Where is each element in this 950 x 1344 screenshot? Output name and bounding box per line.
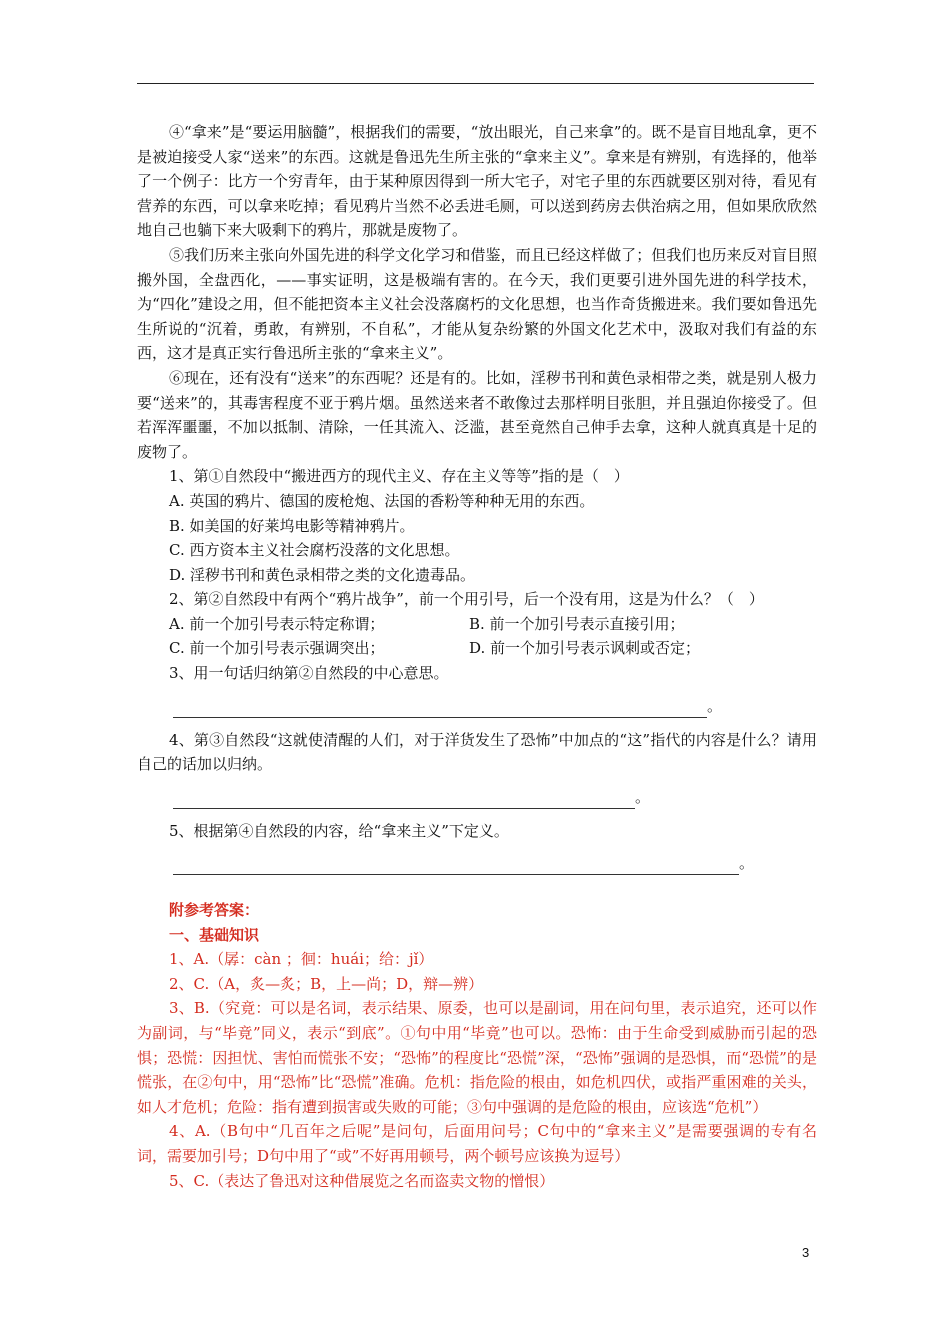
page-number: 3 [802,1245,810,1260]
answer-line [173,701,707,718]
header-rule [137,83,814,84]
question-2-option-b: B. 前一个加引号表示直接引用； [469,614,685,633]
answer-item-3: 3、B.（究竟：可以是名词，表示结果、原委，也可以是副词，用在问句里，表示追究，还可以作为副词，与“毕竟”同义，表示“到底”。①句中用“毕竟”也可以。恐怖：由于生命受到威胁而引起的恐惧；恐慌：因担忧、害怕而慌张不安；“恐怖”的程度比“恐慌”深，“恐怖”强调的是恐惧，而“恐慌”的是慌张，在②句中，用“恐怖”比“恐慌”准确。危机：指危险的根由，如危机四伏，或指严重困难的关头，如人才危机；危险：指有遭到损害或失败的可能；③句中强调的是危险的根由，应该选“危机”） [137,999,817,1116]
question-4-stem: 4、第③自然段“这就使清醒的人们，对于洋货发生了恐怖”中加点的“这”指代的内容是什么？请用自己的话加以归纳。 [137,730,817,774]
question-5-stem: 5、根据第④自然段的内容，给“拿来主义”下定义。 [169,821,509,840]
question-1-option-b: B. 如美国的好莱坞电影等精神鸦片。 [169,516,415,535]
question-1-option-d: D. 淫秽书刊和黄色录相带之类的文化遗毒品。 [169,565,476,584]
question-3-answer-blank[interactable] [173,694,817,718]
answer-item-4: 4、A.（B句中“几百年之后呢”是问句，后面用问号；C句中的“拿来主义”是需要强调的专有名词，需要加引号；D句中用了“或”不好再用顿号，两个顿号应该换为逗号） [137,1122,817,1165]
paragraph-5: ⑤我们历来主张向外国先进的科学文化学习和借鉴，而且已经这样做了；但我们也历来反对盲目照搬外国，全盘西化，——事实证明，这是极端有害的。在今天，我们更要引进外国先进的科学技术，为“四化”建设之用，但不能把资本主义社会没落腐朽的文化思想，也当作奇货搬进来。我们要如鲁迅先生所说的“沉着，勇敢，有辨别，不自私”，才能从复杂纷繁的外国文化艺术中，汲取对我们有益的东西，这才是真正实行鲁迅所主张的“拿来主义”。 [137,245,817,363]
answer-line-end: 。 [739,854,755,873]
question-5-answer-blank[interactable] [173,851,817,875]
question-2-stem: 2、第②自然段中有两个“鸦片战争”，前一个用引号，后一个没有用，这是为什么？（ ） [169,590,764,609]
answers-section-title: 一、基础知识 [169,925,260,944]
answer-line-end: 。 [707,696,723,715]
answers-title: 附参考答案： [169,901,260,919]
question-1-option-a: A. 英国的鸦片、德国的废枪炮、法国的香粉等种种无用的东西。 [169,491,595,510]
question-2-option-d: D. 前一个加引号表示讽刺或否定； [469,639,701,658]
answer-line-end: 。 [635,787,651,806]
paragraph-6: ⑥现在，还有没有“送来”的东西呢？还是有的。比如，淫秽书刊和黄色录相带之类，就是别人极力要“送来”的，其毒害程度不亚于鸦片烟。虽然送来者不敢像过去那样明目张胆，并且强迫你接受了。但若浑浑噩噩，不加以抵制、清除，一任其流入、泛滥，甚至竟然自己伸手去拿，这种人就真真是十足的废物了。 [137,368,817,461]
question-3-stem: 3、用一句话归纳第②自然段的中心意思。 [169,664,449,683]
question-1-option-c: C. 西方资本主义社会腐朽没落的文化思想。 [169,541,460,560]
answer-line [173,792,635,809]
question-2-options-row-2 [137,636,817,661]
question-2-options-row-1 [137,612,817,637]
paragraph-4: ④“拿来”是“要运用脑髓”，根据我们的需要，“放出眼光，自己来拿”的。既不是盲目地乱拿，更不是被迫接受人家“送来”的东西。这就是鲁迅先生所主张的“拿来主义”。拿来是有辨别，有选择的，他举了一个例子：比方一个穷青年，由于某种原因得到一所大宅子，对宅子里的东西就要区别对待，看见有营养的东西，可以拿来吃掉；看见鸦片当然不必丢进毛厕，可以送到药房去供治病之用，但如果欣欣然地自己也躺下来大吸剩下的鸦片，那就是废物了。 [137,123,817,240]
question-4-answer-blank[interactable] [173,785,817,809]
answer-item-5: 5、C.（表达了鲁迅对这种借展览之名而盗卖文物的憎恨） [169,1171,555,1190]
question-2-option-a: A. 前一个加引号表示特定称谓； [169,614,385,633]
answer-item-2: 2、C.（A，炙—炙；B，上—尚；D，辩—辨） [169,974,484,993]
reading-passage [137,120,817,885]
reference-answers [137,898,817,1193]
answer-item-1: 1、A.（孱：càn ；徊：huái；给：jǐ） [169,950,434,969]
question-1-stem: 1、第①自然段中“搬进西方的现代主义、存在主义等等”指的是（ ） [169,467,629,486]
question-2-option-c: C. 前一个加引号表示强调突出； [169,639,385,658]
answer-line [173,858,739,875]
